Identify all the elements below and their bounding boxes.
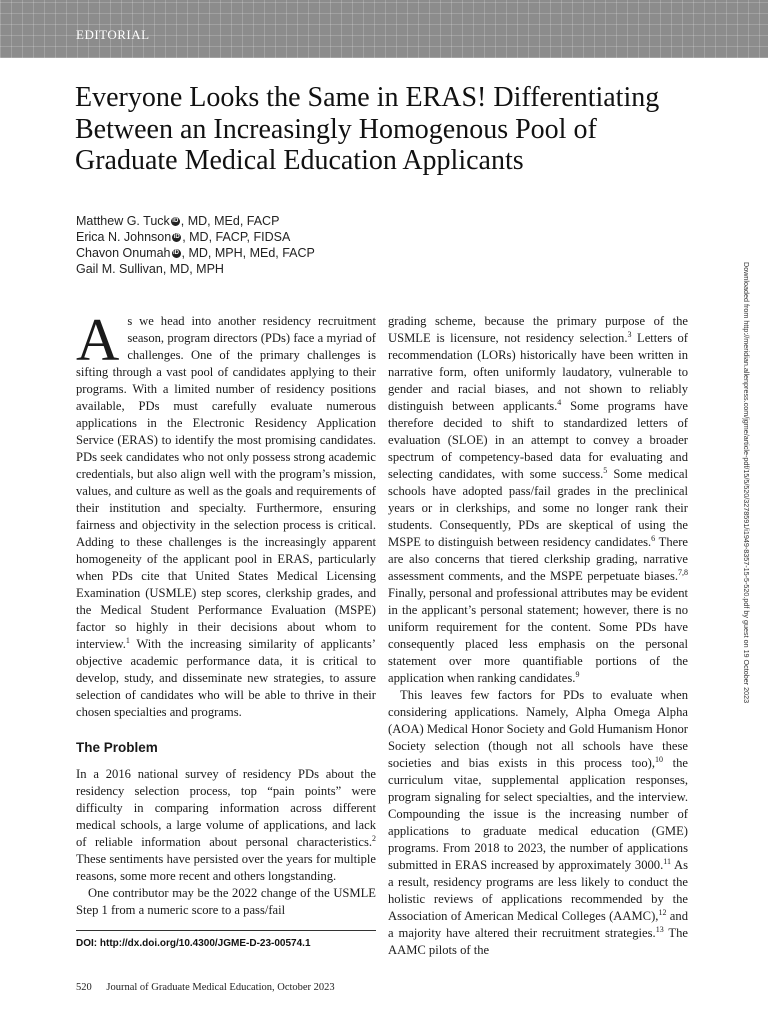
citation[interactable]: 9 — [575, 669, 580, 679]
citation[interactable]: 1 — [125, 635, 130, 645]
intro-text-continued: With the increasing similarity of applicants’ objective academic performance data, it is critical to develop, study, and disseminate new strategies, to assure selection of candidates who will be able to thrive in their chosen specialties and programs. — [76, 637, 376, 719]
orcid-icon[interactable]: iD — [172, 218, 179, 225]
author-credentials: , MD, MPH — [162, 262, 224, 276]
citation[interactable]: 12 — [658, 907, 667, 917]
citation[interactable]: 6 — [651, 533, 656, 543]
body-text: Some programs have therefore decided to shift to standardized letters of evaluation (SLOE) in an attempt to convey a broader spectrum of competency-based data for evaluating and selecting candidates, with some success. — [388, 399, 688, 481]
body-text: grading scheme, because the primary purpose of the USMLE is licensure, not residency selection. — [388, 314, 688, 345]
author-2 — [76, 229, 315, 245]
doi-divider — [76, 930, 376, 931]
body-text: Some medical schools have adopted pass/fail grades in the preclinical years or in clerkships, and some no longer rank their students. Consequently, PDs are skeptical of using the MSPE to distinguish between residency candidates. — [388, 467, 688, 549]
drop-cap: A — [76, 307, 120, 373]
problem-paragraph-1 — [76, 766, 376, 885]
problem-text-continued: These sentiments have persisted over the years for multiple reasons, some more recent and others longstanding. — [76, 852, 376, 883]
header-band — [0, 0, 768, 58]
section-heading: The Problem — [76, 740, 158, 755]
right-column — [388, 313, 688, 959]
body-text: There are also concerns that tiered clerkship grading, narrative assessment comments, and the MSPE perpetuate biases. — [388, 535, 688, 583]
problem-text: In a 2016 national survey of residency PDs about the residency selection process, top “pain points” were difficulty in comparing information across different medical schools, a large volume of applications, and lack of reliable information about personal characteristics. — [76, 767, 376, 849]
author-name: Erica N. Johnson — [76, 230, 172, 244]
page-number: 520 — [76, 982, 92, 993]
orcid-icon[interactable]: iD — [173, 234, 180, 241]
citation[interactable]: 11 — [663, 856, 671, 866]
author-credentials: , MD, MEd, FACP — [180, 214, 280, 228]
citation[interactable]: 3 — [627, 329, 632, 339]
citation[interactable]: 7,8 — [678, 567, 688, 577]
right-paragraph-1 — [388, 313, 688, 687]
body-text: and a majority have altered their recruitment strategies. — [388, 909, 688, 940]
body-text: The AAMC pilots of the — [388, 926, 688, 957]
doi-link[interactable]: DOI: http://dx.doi.org/10.4300/JGME-D-23-00574.1 — [76, 938, 311, 949]
author-3 — [76, 245, 315, 261]
citation[interactable]: 2 — [372, 833, 376, 843]
download-watermark: Downloaded from http://meridian.allenpress.com/jgme/article-pdf/15/5/520/3278591/i1949-8357-15-5-520.pdf by guest on 19 October 2023 — [742, 262, 751, 704]
citation[interactable]: 4 — [557, 397, 562, 407]
left-column — [76, 307, 376, 919]
author-name: Chavon Onumah — [76, 246, 171, 260]
body-text: Finally, personal and professional attributes may be evident in the applicant’s personal statement; however, there is no uniform requirement for the content. Some PDs have consequently placed less emphasis on the personal statement over more quantifiable portions of the application when ranking candidates. — [388, 586, 688, 685]
author-4 — [76, 261, 315, 277]
citation[interactable]: 5 — [603, 465, 608, 475]
author-name: Gail M. Sullivan — [76, 262, 163, 276]
page-footer — [76, 982, 335, 993]
citation[interactable]: 10 — [654, 754, 663, 764]
article-title: Everyone Looks the Same in ERAS! Differentiating Between an Increasingly Homogenous Pool of Graduate Medical Education Applicants — [75, 82, 660, 176]
right-paragraph-2 — [388, 687, 688, 959]
problem-paragraph-2: One contributor may be the 2022 change of the USMLE Step 1 from a numeric score to a pass/fail — [76, 886, 376, 917]
body-text: This leaves few factors for PDs to evaluate when considering applications. Namely, Alpha Omega Alpha (AOA) Medical Honor Society and Gold Humanism Honor Society selection (though not all schools have these societies and bias exists in this process too), — [388, 688, 688, 770]
body-text: the curriculum vitae, supplemental application responses, program signaling for select specialties, and the interview. Compounding the issue is the increasing number of applications to graduate medical education (GME) programs. From 2018 to 2023, the number of applications submitted in ERAS increased by approximately 3000. — [388, 756, 688, 872]
intro-text: s we head into another residency recruitment season, program directors (PDs) face a myriad of challenges. One of the primary challenges is sifting through a vast pool of candidates applying to their programs. With a limited number of residency positions available, PDs must carefully evaluate numerous applications in the Electronic Residency Application Service (ERAS) to identify the most promising candidates. PDs seek candidates who not only possess strong academic credentials, but also align well with the program’s mission, values, and culture as well as the goals and requirements of their institution and specialty. Furthermore, ensuring fairness and objectivity in the selection process is critical. Adding to these challenges is the increasingly apparent homogeneity of the applicant pool in ERAS, particularly when PDs cite that United States Medical Licensing Examination (USMLE) step scores, clerkship grades, and the Medical Student Performance Evaluation (MSPE) factor so highly in their decisions about whom to interview. — [76, 314, 376, 651]
author-credentials: , MD, MPH, MEd, FACP — [181, 246, 315, 260]
author-1 — [76, 213, 315, 229]
orcid-icon[interactable]: iD — [173, 250, 180, 257]
citation[interactable]: 13 — [655, 924, 664, 934]
journal-citation: Journal of Graduate Medical Education, October 2023 — [106, 982, 335, 993]
author-name: Matthew G. Tuck — [76, 214, 170, 228]
body-text: As a result, residency programs are less likely to conduct the holistic reviews of applications recommended by the Association of American Medical Colleges (AAMC), — [388, 858, 688, 923]
intro-paragraph — [76, 307, 376, 721]
author-credentials: , MD, FACP, FIDSA — [182, 230, 291, 244]
section-label: EDITORIAL — [76, 27, 150, 42]
body-text: Letters of recommendation (LORs) historically have been written in narrative form, often uniformly laudatory, vulnerable to gender and racial biases, and not shown to reliably distinguish between applicants. — [388, 331, 688, 413]
author-list — [76, 213, 315, 277]
